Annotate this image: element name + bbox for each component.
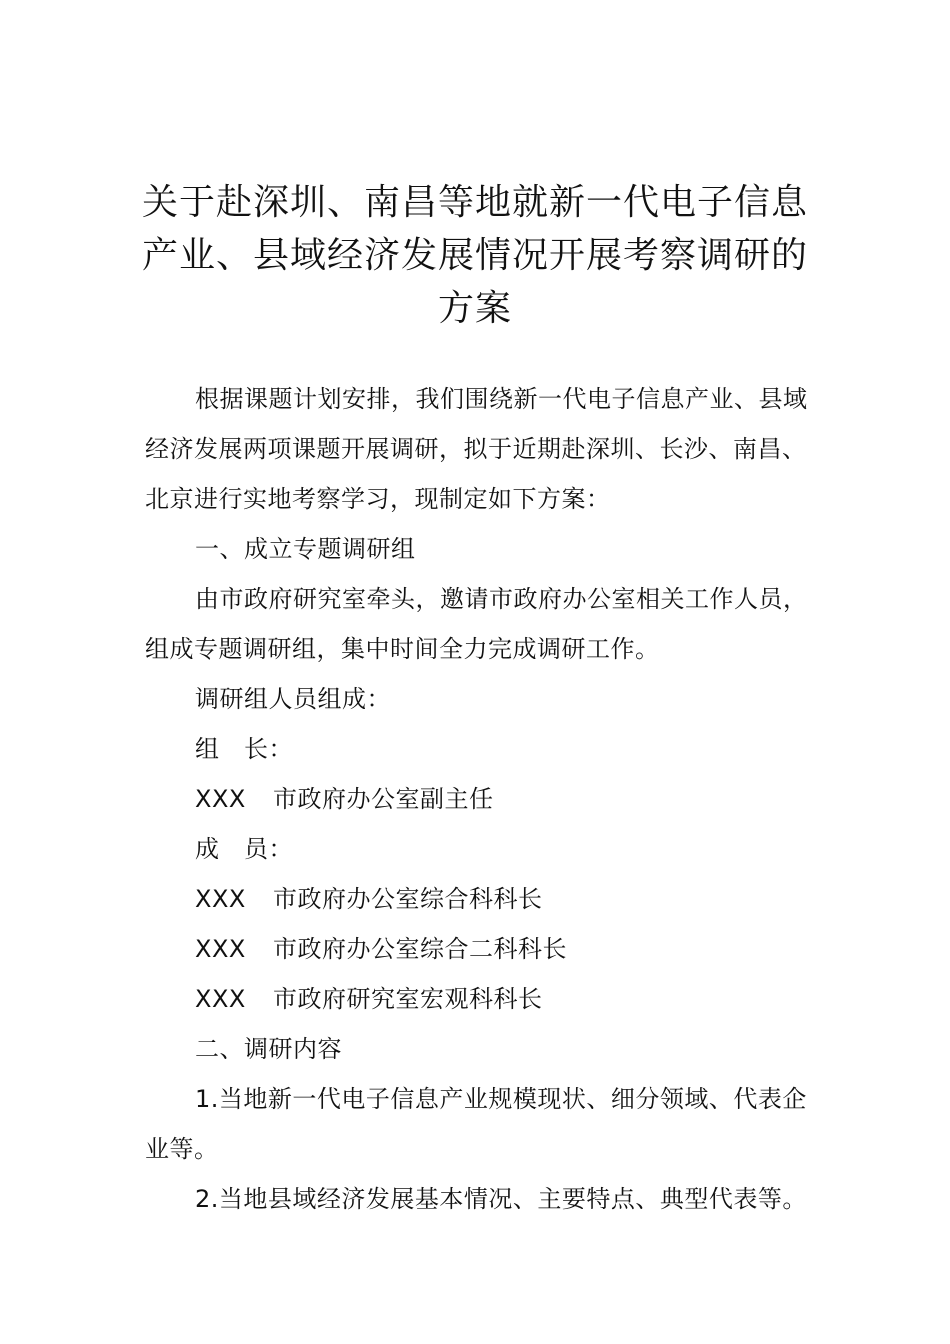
member-title: 市政府办公室副主任	[273, 785, 494, 813]
member-title: 市政府办公室综合科科长	[273, 885, 543, 913]
member-entry	[145, 974, 815, 1024]
title-line-1: 关于赴深圳、南昌等地就新一代电子信息	[141, 182, 808, 223]
section-1-heading: 一、成立专题调研组	[195, 535, 416, 563]
member-entry	[145, 924, 815, 974]
intro-paragraph: 根据课题计划安排，我们围绕新一代电子信息产业、县域经济发展两项课题开展调研，拟于近期赴深圳、长沙、南昌、北京进行实地考察学习，现制定如下方案：	[145, 385, 808, 513]
team-composition-label: 调研组人员组成：	[195, 685, 391, 713]
document-title	[140, 176, 810, 335]
content-item-2: 2.当地县域经济发展基本情况、主要特点、典型代表等。	[195, 1185, 807, 1213]
leader-label: 组 长：	[195, 735, 293, 763]
title-line-3: 方案	[437, 288, 512, 329]
member-name: XXX	[195, 885, 246, 913]
content-item-1: 1.当地新一代电子信息产业规模现状、细分领域、代表企业等。	[145, 1085, 807, 1163]
title-line-2: 产业、县域经济发展情况开展考察调研的	[141, 235, 808, 276]
member-name: XXX	[195, 935, 246, 963]
member-entry	[145, 874, 815, 924]
document-body	[145, 374, 815, 1224]
member-title: 市政府办公室综合二科科长	[273, 935, 567, 963]
members-label: 成 员：	[195, 835, 293, 863]
section-1-paragraph: 由市政府研究室牵头，邀请市政府办公室相关工作人员，组成专题调研组，集中时间全力完成调研工作。	[145, 585, 808, 663]
leader-entry	[145, 774, 815, 824]
section-2-heading: 二、调研内容	[195, 1035, 342, 1063]
member-name: XXX	[195, 985, 246, 1013]
member-title: 市政府研究室宏观科科长	[273, 985, 543, 1013]
member-name: XXX	[195, 785, 246, 813]
